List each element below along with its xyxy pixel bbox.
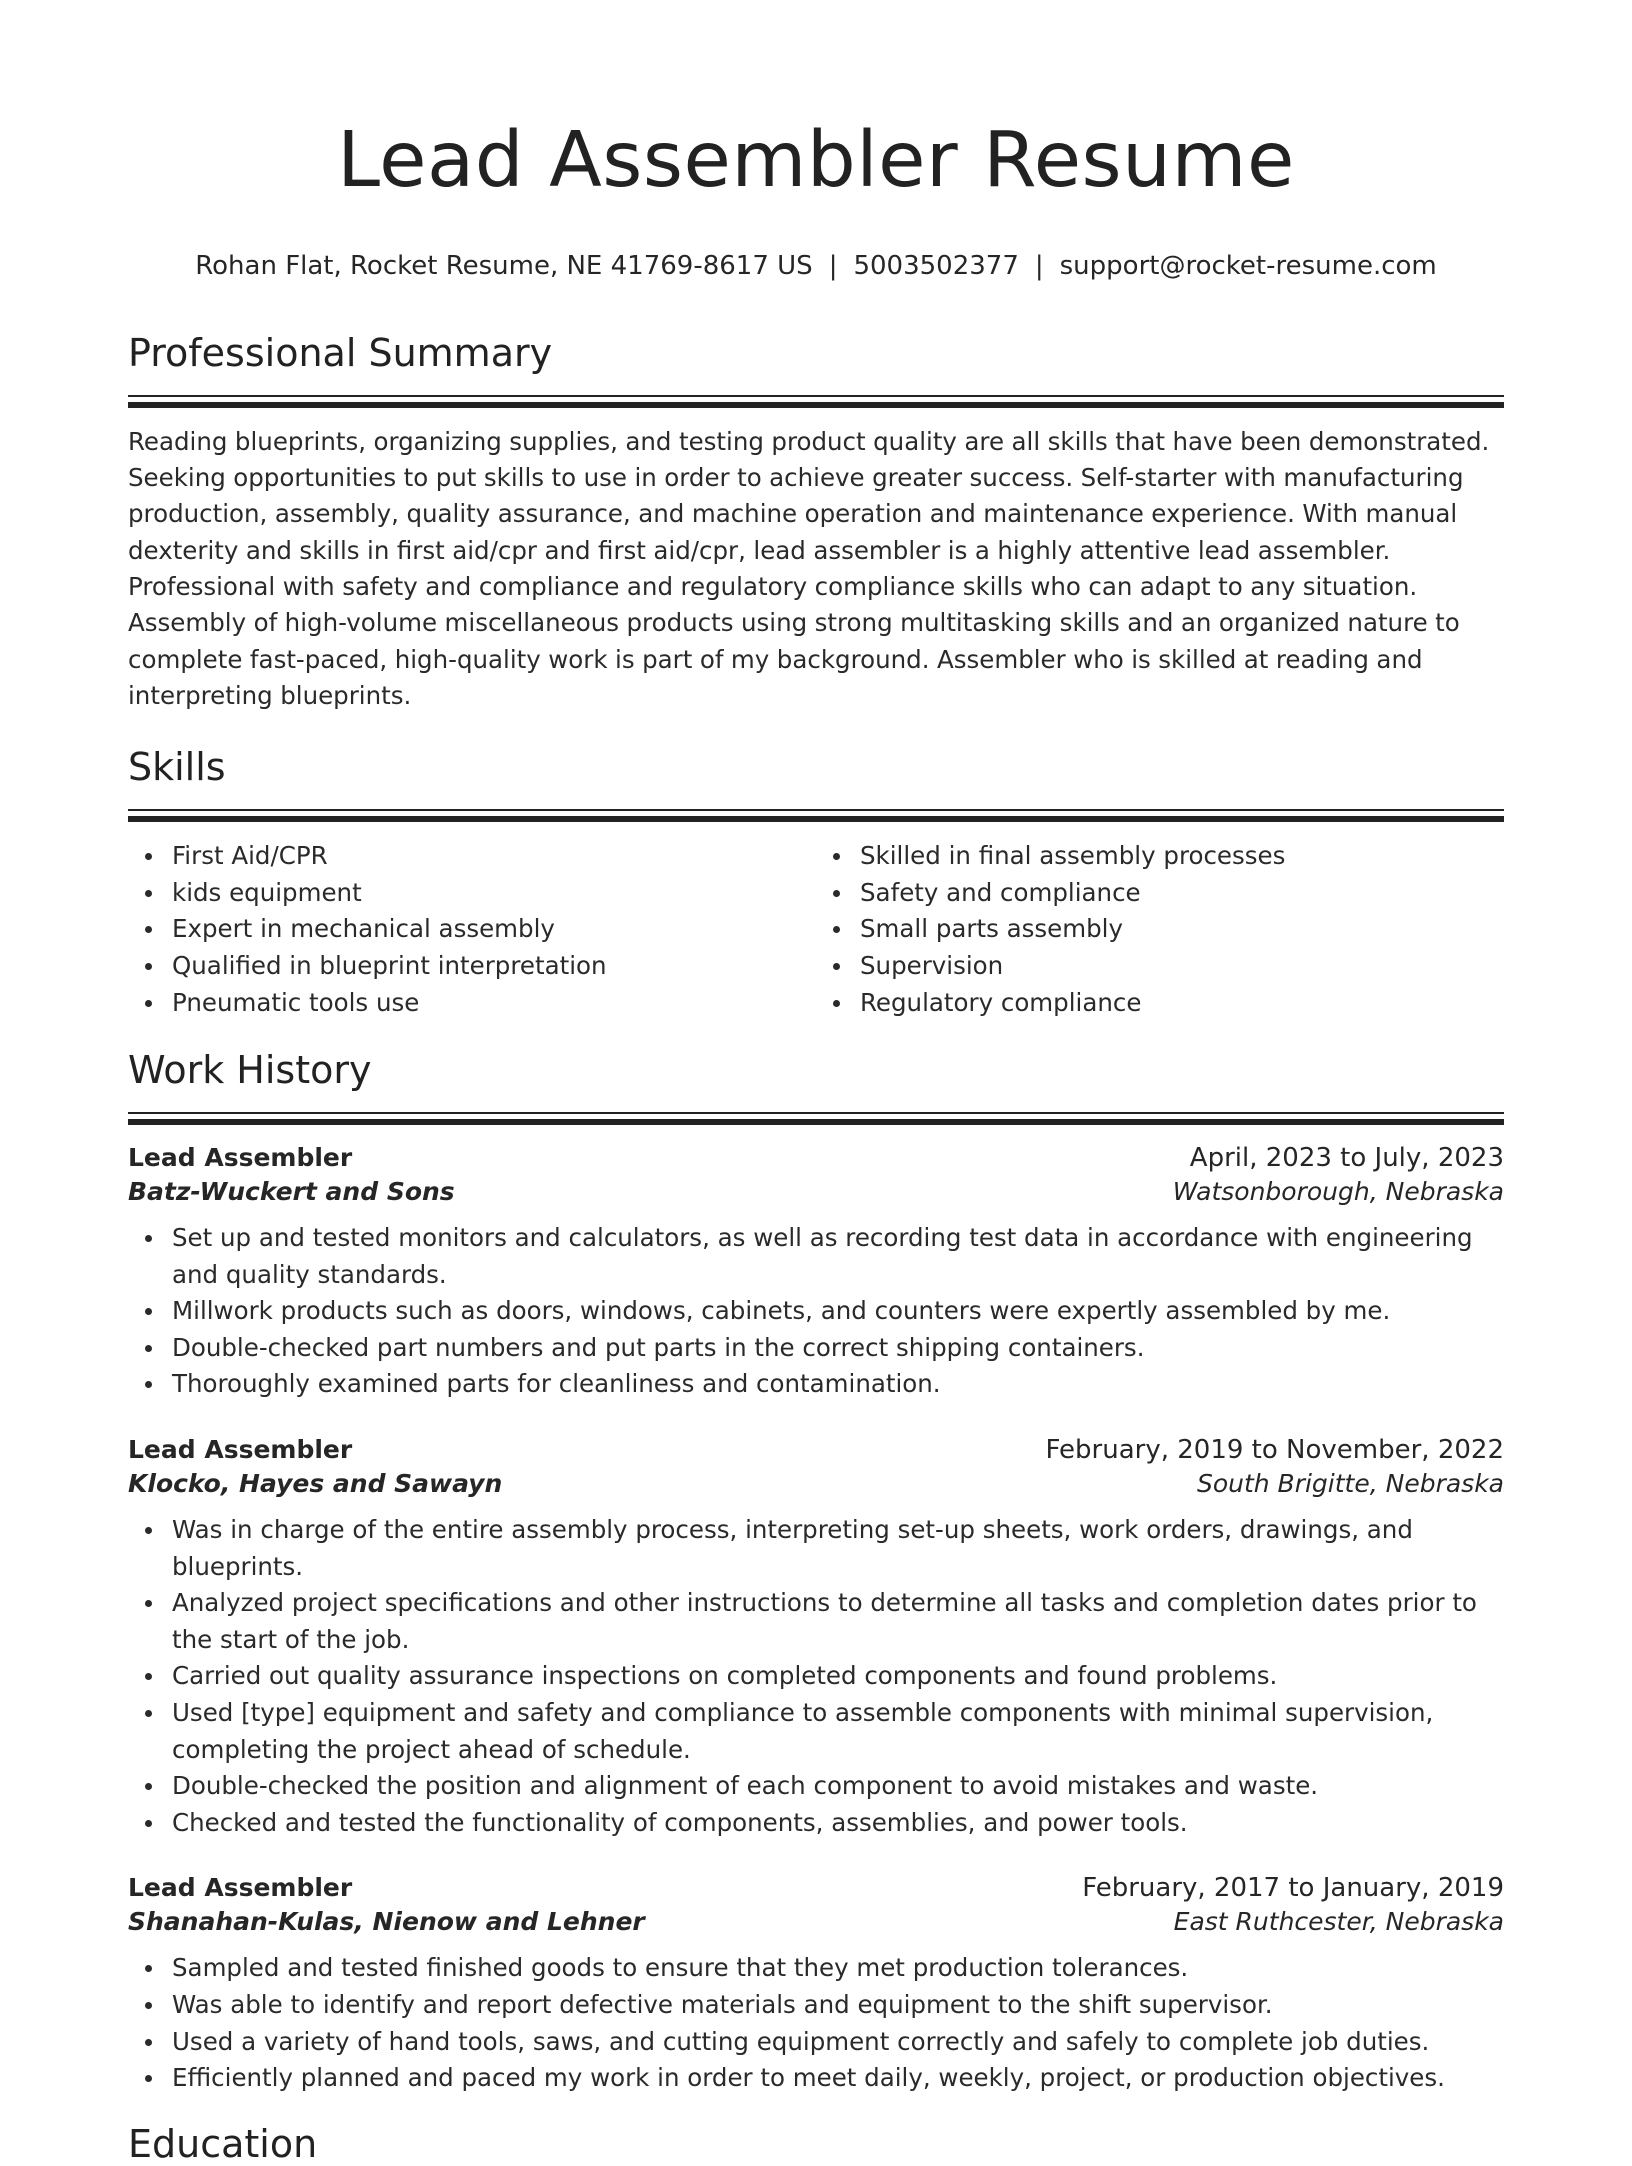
contact-line — [128, 251, 1504, 282]
job-location: Watsonborough, Nebraska — [1172, 1177, 1504, 1207]
contact-separator: | — [1034, 250, 1044, 281]
job-bullet: Double-checked the position and alignment of each component to avoid mistakes and waste. — [172, 1768, 1504, 1805]
job-bullet: Used [type] equipment and safety and compliance to assemble components with minimal supervision, completing the project ahead of schedule. — [172, 1695, 1504, 1768]
job-title: Lead Assembler — [128, 1873, 353, 1903]
skill-item: Small parts assembly — [860, 911, 1504, 948]
job-location: East Ruthcester, Nebraska — [1173, 1907, 1504, 1937]
contact-email[interactable]: support@rocket-resume.com — [1059, 250, 1437, 281]
job-dates: February, 2019 to November, 2022 — [1045, 1435, 1504, 1466]
job-bullet: Checked and tested the functionality of components, assemblies, and power tools. — [172, 1805, 1504, 1842]
job-bullets — [128, 1512, 1504, 1841]
job-company-row — [128, 1907, 1504, 1936]
section-divider — [128, 402, 1504, 408]
job-bullet: Was in charge of the entire assembly process, interpreting set-up sheets, work orders, drawings, and blueprints. — [172, 1512, 1504, 1585]
skills-section — [128, 745, 1504, 1021]
job-title: Lead Assembler — [128, 1435, 353, 1465]
skill-item: Supervision — [860, 948, 1504, 985]
skill-item: Qualified in blueprint interpretation — [172, 948, 816, 985]
job-bullet: Was able to identify and report defective materials and equipment to the shift supervisor. — [172, 1987, 1504, 2024]
skill-item: Skilled in final assembly processes — [860, 838, 1504, 875]
job-company: Batz-Wuckert and Sons — [128, 1177, 455, 1207]
skills-column-right — [816, 838, 1504, 1021]
skills-grid — [128, 838, 1504, 1021]
skill-item: Safety and compliance — [860, 875, 1504, 912]
summary-section — [128, 330, 1504, 714]
section-divider — [128, 816, 1504, 822]
work-history-section — [128, 1048, 1504, 2097]
section-divider — [128, 1112, 1504, 1114]
job-bullet: Efficiently planned and paced my work in order to meet daily, weekly, project, or production objectives. — [172, 2060, 1504, 2097]
resume-title: Lead Assembler Resume — [337, 116, 1295, 205]
job-company: Klocko, Hayes and Sawayn — [128, 1469, 503, 1499]
skill-item: Expert in mechanical assembly — [172, 911, 816, 948]
education-section — [128, 2121, 1504, 2166]
job-entry — [128, 1143, 1504, 1403]
job-company: Shanahan-Kulas, Nienow and Lehner — [128, 1907, 645, 1937]
work-history-heading: Work History — [128, 1048, 372, 1093]
skill-item: kids equipment — [172, 875, 816, 912]
job-header-row — [128, 1873, 1504, 1903]
job-bullet: Millwork products such as doors, windows, cabinets, and counters were expertly assembled by me. — [172, 1293, 1504, 1330]
contact-address: Rohan Flat, Rocket Resume, NE 41769-8617 US — [195, 250, 813, 281]
job-bullets — [128, 1220, 1504, 1403]
skill-item: Pneumatic tools use — [172, 985, 816, 1022]
job-dates: February, 2017 to January, 2019 — [1082, 1873, 1504, 1904]
skills-column-left — [128, 838, 816, 1021]
resume-page — [128, 0, 1504, 2166]
summary-text: Reading blueprints, organizing supplies, and testing product quality are all skills that have been demonstrated. Seeking opportunities to put skills to use in order to achieve greater success. Self-starter with manufacturing production, assembly, quality assurance, and machine operation and maintenance experience. With manual dexterity and skills in first aid/cpr and first aid/cpr, lead assembler is a highly attentive lead assembler. Professional with safety and compliance and regulatory compliance skills who can adapt to any situation. Assembly of high-volume miscellaneous products using strong multitasking skills and an organized nature to complete fast-paced, high-quality work is part of my background. Assembler who is skilled at reading and interpreting blueprints. — [128, 426, 1490, 710]
skills-heading: Skills — [128, 745, 226, 790]
summary-heading: Professional Summary — [128, 330, 553, 375]
contact-separator: | — [828, 250, 838, 281]
contact-phone: 5003502377 — [853, 250, 1019, 281]
job-bullet: Sampled and tested finished goods to ensure that they met production tolerances. — [172, 1950, 1504, 1987]
skill-item: Regulatory compliance — [860, 985, 1504, 1022]
education-heading: Education — [128, 2121, 318, 2166]
job-bullet: Set up and tested monitors and calculators, as well as recording test data in accordance with engineering and quality standards. — [172, 1220, 1504, 1293]
job-header-row — [128, 1435, 1504, 1465]
job-bullet: Thoroughly examined parts for cleanliness and contamination. — [172, 1366, 1504, 1403]
job-bullet: Analyzed project specifications and other instructions to determine all tasks and completion dates prior to the start of the job. — [172, 1585, 1504, 1658]
job-header-row — [128, 1143, 1504, 1173]
job-dates: April, 2023 to July, 2023 — [1189, 1143, 1504, 1174]
job-title: Lead Assembler — [128, 1143, 353, 1173]
job-company-row — [128, 1177, 1504, 1206]
skill-item: First Aid/CPR — [172, 838, 816, 875]
job-bullet: Carried out quality assurance inspections on completed components and found problems. — [172, 1658, 1504, 1695]
job-company-row — [128, 1469, 1504, 1498]
section-divider — [128, 1119, 1504, 1125]
job-entry — [128, 1873, 1504, 2096]
job-entry — [128, 1435, 1504, 1841]
section-divider — [128, 395, 1504, 397]
job-bullet: Double-checked part numbers and put parts in the correct shipping containers. — [172, 1330, 1504, 1367]
section-divider — [128, 809, 1504, 811]
job-location: South Brigitte, Nebraska — [1196, 1469, 1504, 1499]
job-bullet: Used a variety of hand tools, saws, and cutting equipment correctly and safely to complete job duties. — [172, 2024, 1504, 2061]
job-bullets — [128, 1950, 1504, 2096]
